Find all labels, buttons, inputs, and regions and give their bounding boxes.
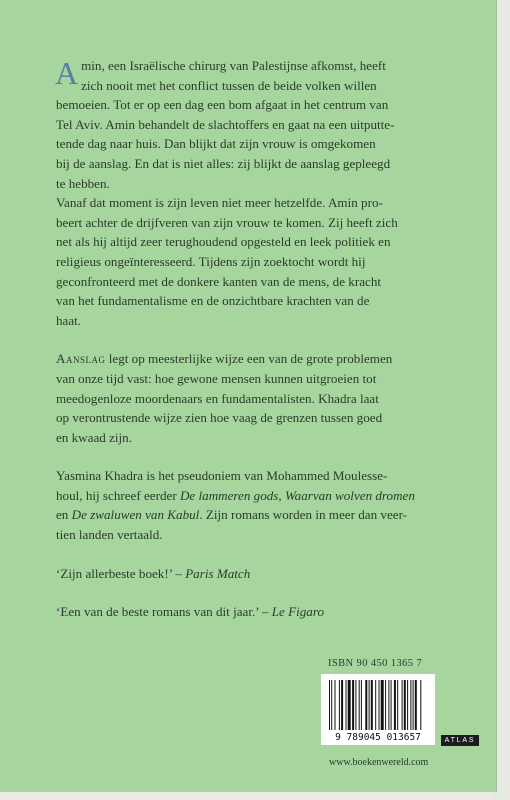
barcode bbox=[321, 674, 435, 745]
text-line: zich nooit met het conflict tussen de beide volken willen bbox=[81, 77, 377, 93]
dropcap: A bbox=[55, 55, 79, 91]
barcode-bar bbox=[391, 680, 392, 730]
text-line: op verontrustende wijze zien hoe vaag de grenzen tussen goed bbox=[56, 410, 383, 426]
text-line: bij de aanslag. En dat is niet alles: zij blijkt de aanslag gepleegd bbox=[56, 155, 391, 171]
paragraph-2 bbox=[56, 193, 476, 330]
book-title: Waarvan wolven dromen bbox=[284, 487, 415, 503]
barcode-bars bbox=[329, 680, 427, 730]
paragraph-1 bbox=[56, 56, 476, 193]
barcode-bar bbox=[381, 680, 384, 730]
text-line: houl, hij schreef eerder De lammeren gods, Waarvan wolven dromen bbox=[56, 487, 415, 503]
barcode-digits: 9 789045 013657 bbox=[335, 732, 421, 743]
paragraph-3 bbox=[56, 349, 476, 447]
barcode-bar bbox=[394, 680, 396, 730]
barcode-bar bbox=[355, 680, 356, 730]
barcode-bar bbox=[365, 680, 367, 730]
text-line: van het fundamentalisme en de onzichtbare krachten van de bbox=[56, 293, 370, 309]
barcode-bar bbox=[415, 680, 417, 730]
barcode-bar bbox=[420, 680, 421, 730]
isbn-label: ISBN 90 450 1365 7 bbox=[328, 658, 423, 669]
book-title-smallcaps: Aanslag bbox=[56, 351, 106, 367]
text-line: geconfronteerd met de donkere kanten van de mens, de kracht bbox=[56, 273, 382, 289]
quote-source: Paris Match bbox=[185, 565, 251, 581]
quote-source: Le Figaro bbox=[271, 604, 324, 620]
text-line: beert achter de drijfveren van zijn vrouw te komen. Zij heeft zich bbox=[56, 214, 398, 230]
text-line: min, een Israëlische chirurg van Palestijnse afkomst, heeft bbox=[81, 58, 386, 73]
barcode-bar bbox=[335, 680, 336, 730]
barcode-bar bbox=[329, 680, 330, 730]
barcode-bar bbox=[359, 680, 360, 730]
blurb-text bbox=[56, 56, 476, 622]
text-line: tien landen vertaald. bbox=[56, 527, 163, 543]
quote-paris-match: ‘Zijn allerbeste boek!’ – Paris Match bbox=[56, 565, 251, 581]
text-line: Tel Aviv. Amin behandelt de slachtoffers en gaat na een uitputte- bbox=[56, 116, 395, 132]
text-line: Yasmina Khadra is het pseudoniem van Mohammed Moulesse- bbox=[56, 468, 388, 484]
text-line: religieus ongeïnteresseerd. Tijdens zijn zoektocht wordt hij bbox=[56, 253, 366, 269]
publisher-logo: ATLAS bbox=[441, 735, 479, 746]
barcode-bar bbox=[397, 680, 398, 730]
text-line: te hebben. bbox=[56, 175, 110, 191]
barcode-bar bbox=[346, 680, 347, 730]
book-title: De lammeren gods bbox=[179, 487, 279, 503]
barcode-bar bbox=[385, 680, 386, 730]
text-line: en kwaad zijn. bbox=[56, 429, 132, 445]
barcode-bar bbox=[331, 680, 332, 730]
text-line: haat. bbox=[56, 312, 82, 328]
barcode-bar bbox=[361, 680, 362, 730]
barcode-bar bbox=[413, 680, 414, 730]
barcode-bar bbox=[352, 680, 354, 730]
text-line: Aanslag legt op meesterlijke wijze een van de grote problemen bbox=[56, 351, 393, 367]
text-line: meedogenloze moordenaars en fundamentalisten. Khadra laat bbox=[56, 390, 379, 406]
book-title: De zwaluwen van Kabul bbox=[71, 507, 200, 523]
barcode-bar bbox=[371, 680, 373, 730]
barcode-bar bbox=[369, 680, 370, 730]
paragraph-4 bbox=[56, 466, 476, 544]
text-line: tende dag naar huis. Dan blijkt dat zijn vrouw is omgekomen bbox=[56, 136, 376, 152]
text-line: bemoeien. Tot er op een dag een bom afgaat in het centrum van bbox=[56, 97, 389, 113]
text-line: van onze tijd vast: hoe gewone mensen kunnen uitgroeien tot bbox=[56, 370, 377, 386]
text-line: Vanaf dat moment is zijn leven niet meer hetzelfde. Amin pro- bbox=[56, 195, 383, 211]
publisher-website: www.boekenwereld.com bbox=[329, 757, 429, 768]
barcode-bar bbox=[348, 680, 351, 730]
text-line: en De zwaluwen van Kabul. Zijn romans worden in meer dan veer- bbox=[56, 507, 408, 523]
barcode-bar bbox=[341, 680, 343, 730]
barcode-bar bbox=[375, 680, 376, 730]
text-line: net als hij altijd zeer terughoudend opgesteld en leek politiek en bbox=[56, 234, 391, 250]
barcode-bar bbox=[402, 680, 403, 730]
barcode-bar bbox=[339, 680, 340, 730]
barcode-bar bbox=[410, 680, 411, 730]
barcode-bar bbox=[404, 680, 406, 730]
quote-le-figaro: ‘Een van de beste romans van dit jaar.’ – Le Figaro bbox=[56, 604, 324, 620]
barcode-bar bbox=[407, 680, 408, 730]
barcode-bar bbox=[379, 680, 380, 730]
barcode-bar bbox=[388, 680, 389, 730]
